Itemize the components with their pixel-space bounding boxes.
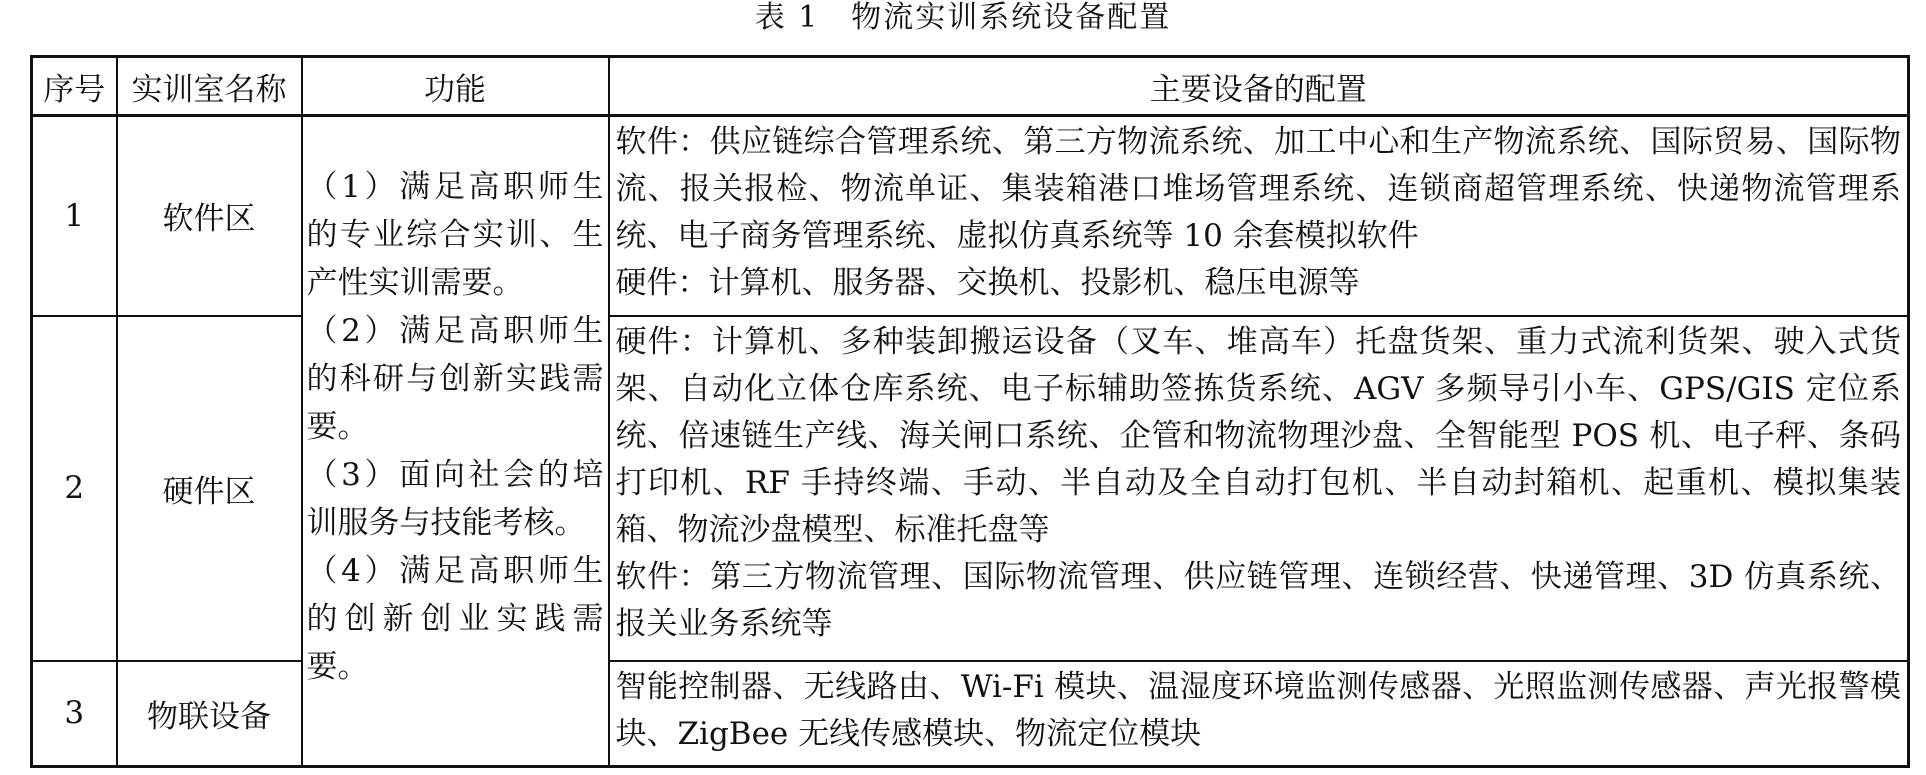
config-cell: [609, 116, 1909, 316]
function-item: （3）面向社会的培训服务与技能考核。: [306, 457, 604, 541]
row-room-name: 软件区: [117, 116, 302, 316]
header-row: [32, 57, 1909, 116]
row-room-name: 硬件区: [117, 316, 302, 661]
header-function: 功能: [302, 57, 609, 116]
row-no: 3: [32, 661, 117, 767]
table-caption: 表 1 物流实训系统设备配置: [754, 0, 1172, 35]
function-item: （2）满足高职师生的科研与创新实践需要。: [306, 313, 604, 445]
table-row: [32, 116, 1909, 316]
row-no: 1: [32, 116, 117, 316]
config-hardware: 硬件：计算机、服务器、交换机、投影机、稳压电源等: [615, 265, 1360, 301]
header-config: 主要设备的配置: [609, 57, 1909, 116]
config-iot: 智能控制器、无线路由、Wi-Fi 模块、温湿度环境监测传感器、光照监测传感器、声光报警模块、ZigBee 无线传感模块、物流定位模块: [615, 668, 1901, 752]
config-software: 软件：供应链综合管理系统、第三方物流系统、加工中心和生产物流系统、国际贸易、国际物流、报关报检、物流单证、集装箱港口堆场管理系统、连锁商超管理系统、快递物流管理系统、电子商务管理系统、虚拟仿真系统等 10 余套模拟软件: [615, 124, 1901, 254]
config-hardware: 硬件：计算机、多种装卸搬运设备（叉车、堆高车）托盘货架、重力式流利货架、驶入式货架、自动化立体仓库系统、电子标辅助签拣货系统、AGV 多频导引小车、GPS/GIS 定位系统、倍速链生产线、海关闸口系统、企管和物流物理沙盘、全智能型 POS 机、电子秤、条码打印机、RF 手持终端、手动、半自动及全自动打包机、半自动封箱机、起重机、模拟集装箱、物流沙盘模型、标准托盘等: [615, 323, 1901, 548]
header-room: 实训室名称: [117, 57, 302, 116]
function-item: （4）满足高职师生的创新创业实践需要。: [306, 553, 604, 685]
row-no: 2: [32, 316, 117, 661]
header-no: 序号: [32, 57, 117, 116]
config-cell: [609, 316, 1909, 661]
function-item: （1）满足高职师生的专业综合实训、生产性实训需要。: [306, 169, 604, 301]
row-room-name: 物联设备: [117, 661, 302, 767]
config-software: 软件：第三方物流管理、国际物流管理、供应链管理、连锁经营、快递管理、3D 仿真系统、报关业务系统等: [615, 558, 1901, 642]
config-cell: [609, 661, 1909, 767]
equipment-config-table: [30, 55, 1910, 768]
function-cell: [302, 116, 609, 767]
